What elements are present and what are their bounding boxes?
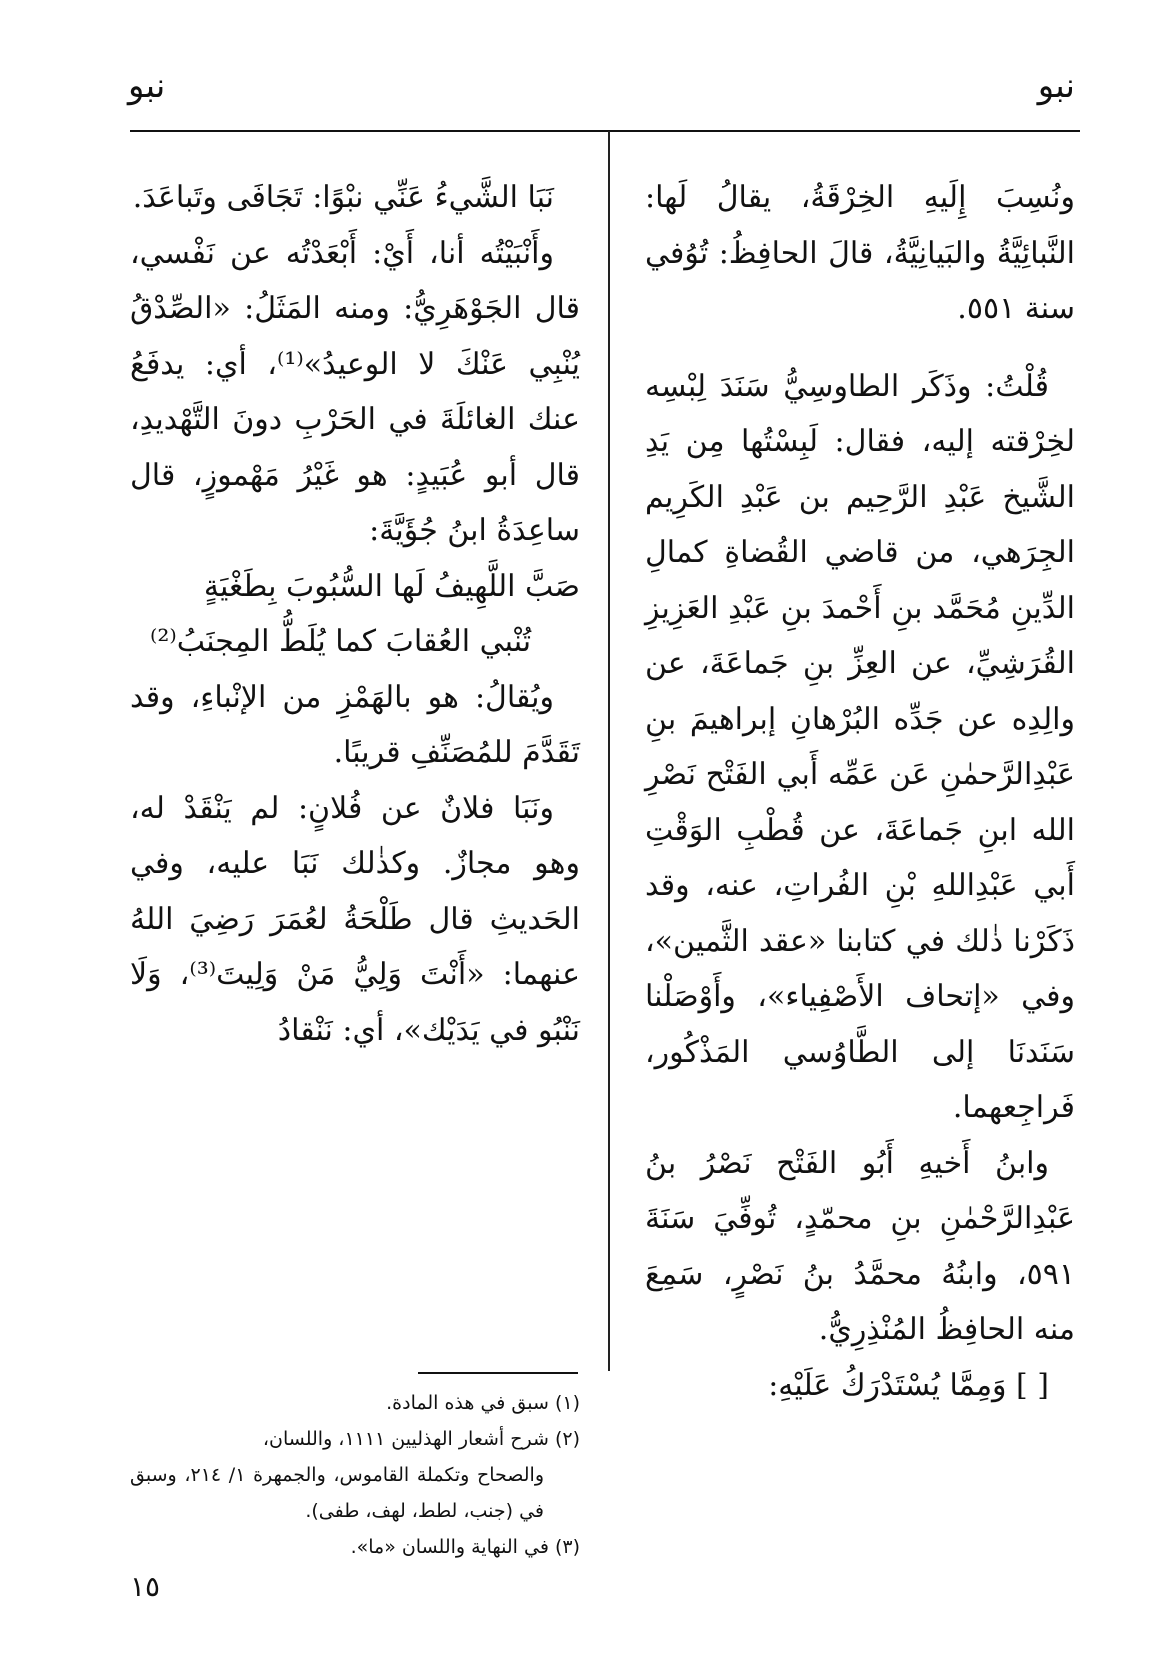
running-header-right: نبو xyxy=(1037,66,1075,106)
right-column xyxy=(645,170,1075,1413)
footnote-2: (٢) شرح أشعار الهذليين ١١١١، واللسان، xyxy=(262,1428,580,1450)
running-header-left: نبو xyxy=(128,66,166,106)
column-divider xyxy=(608,131,610,1371)
poem-verse-second-hemistich: تُنْبي العُقابَ كما يُلَطُّ المِجنَبُ⁽²⁾ xyxy=(150,624,532,659)
footnote-1: (١) سبق في هذه المادة. xyxy=(386,1392,580,1414)
paragraph: ونُسِبَ إِلَيهِ الخِرْقَةُ، يقالُ لَها: النَّبائِيَّةُ والبَيانِيَّةُ، قالَ الحافِظُ: تُوُفي سنة ٥٥١. xyxy=(645,180,1075,326)
paragraph: وابنُ أَخيهِ أَبُو الفَتْح نَصْرُ بنُ عَبْدِالرَّحْمٰنِ بنِ محمّدٍ، تُوفِّيَ سَنَةَ ٥٩١، وابنُهُ محمَّدُ بنُ نَصْرٍ، سَمِعَ منه الحافِظُ المُنْذِرِيُّ. xyxy=(645,1145,1075,1347)
paragraph: وأَنْبَيْتُه أنا، أَيْ: أَبْعَدْتُه عن نَفْسي، قال الجَوْهَرِيُّ: ومنه المَثَلُ: «الصِّدْقُ يُنْبِي عَنْكَ لا الوعيدُ»⁽¹⁾، أي: يدفَعُ عنك الغائلَةَ في الحَرْبِ دونَ التَّهْديدِ، قال أبو عُبَيدٍ: هو غَيْرُ مَهْموزٍ، قال ساعِدَةُ ابنُ جُؤَيَّةَ: xyxy=(130,235,581,548)
paragraph: نَبَا الشَّيءُ عَنِّي نبْوًا: تَجَافَى وتَباعَدَ. xyxy=(132,180,554,215)
footnote-rule xyxy=(418,1372,578,1374)
footnote-3: (٣) في النهاية واللسان «ما». xyxy=(350,1536,580,1558)
paragraph: ويُقالُ: هو بالهَمْزِ من الإنْباءِ، وقد تَقَدَّمَ للمُصَنِّفِ قريبًا. xyxy=(130,679,580,770)
header-rule xyxy=(130,130,1080,132)
paragraph: [ ] وَمِمَّا يُسْتَدْرَكُ عَلَيْهِ: xyxy=(768,1367,1049,1403)
paragraph: قُلْتُ: وذَكَر الطاوسِيُّ سَنَدَ لِبْسِه لخِرْقته إليه، فقال: لَبِسْتُها مِن يَدِ الشَّيخ عَبْدِ الرَّحِيم بن عَبْدِ الكَرِيم الجِرَهي، من قاضي القُضاةِ كمالِ الدِّينِ مُحَمَّد بنِ أَحْمدَ بنِ عَبْدِ العَزِيزِ القُرَشِيِّ، عن العِزِّ بنِ جَماعَةَ، عن والِدِه عن جَدِّه البُرْهانِ إبراهيمَ بنِ عَبْدِالرَّحمٰنِ عَن عَمِّه أَبي الفَتْح نَصْرِ الله ابنِ جَماعَةَ، عن قُطْبِ الوَقْتِ أَبي عَبْدِاللهِ بْنِ الفُراتِ، عنه، وقد ذَكَرْنا ذٰلك في كتابنا «عقد الثَّمين»، وفي «إتحاف الأَصْفِياء»، وأَوْصَلْنا سَنَدنَا إلى الطَّاوُسي المَذْكُور، فَراجِعهما. xyxy=(645,368,1075,1125)
footnotes xyxy=(130,1385,580,1565)
footnote-2-continued: والصحاح وتكملة القاموس، والجمهرة ١/ ٢١٤، وسبق في (جنب، لطط، لهف، طفى). xyxy=(130,1464,544,1522)
page-number: ١٥ xyxy=(130,1570,161,1603)
poem-verse-first-hemistich: صَبَّ اللَّهِيفُ لَها السُّبُوبَ بِطَغْيَةٍ xyxy=(203,568,580,604)
paragraph: ونَبَا فلانٌ عن فُلانٍ: لم يَنْقَدْ له، وهو مجازٌ. وكذٰلك نَبَا عليه، وفي الحَديثِ قال طَلْحَةُ لعُمَرَ رَضِيَ اللهُ عنهما: «أَنْتَ وَلِيُّ مَنْ وَلِيتَ⁽³⁾، وَلَا نَنْبُو في يَدَيْك»، أي: نَنْقادُ xyxy=(130,790,581,1048)
left-column xyxy=(130,170,580,1058)
